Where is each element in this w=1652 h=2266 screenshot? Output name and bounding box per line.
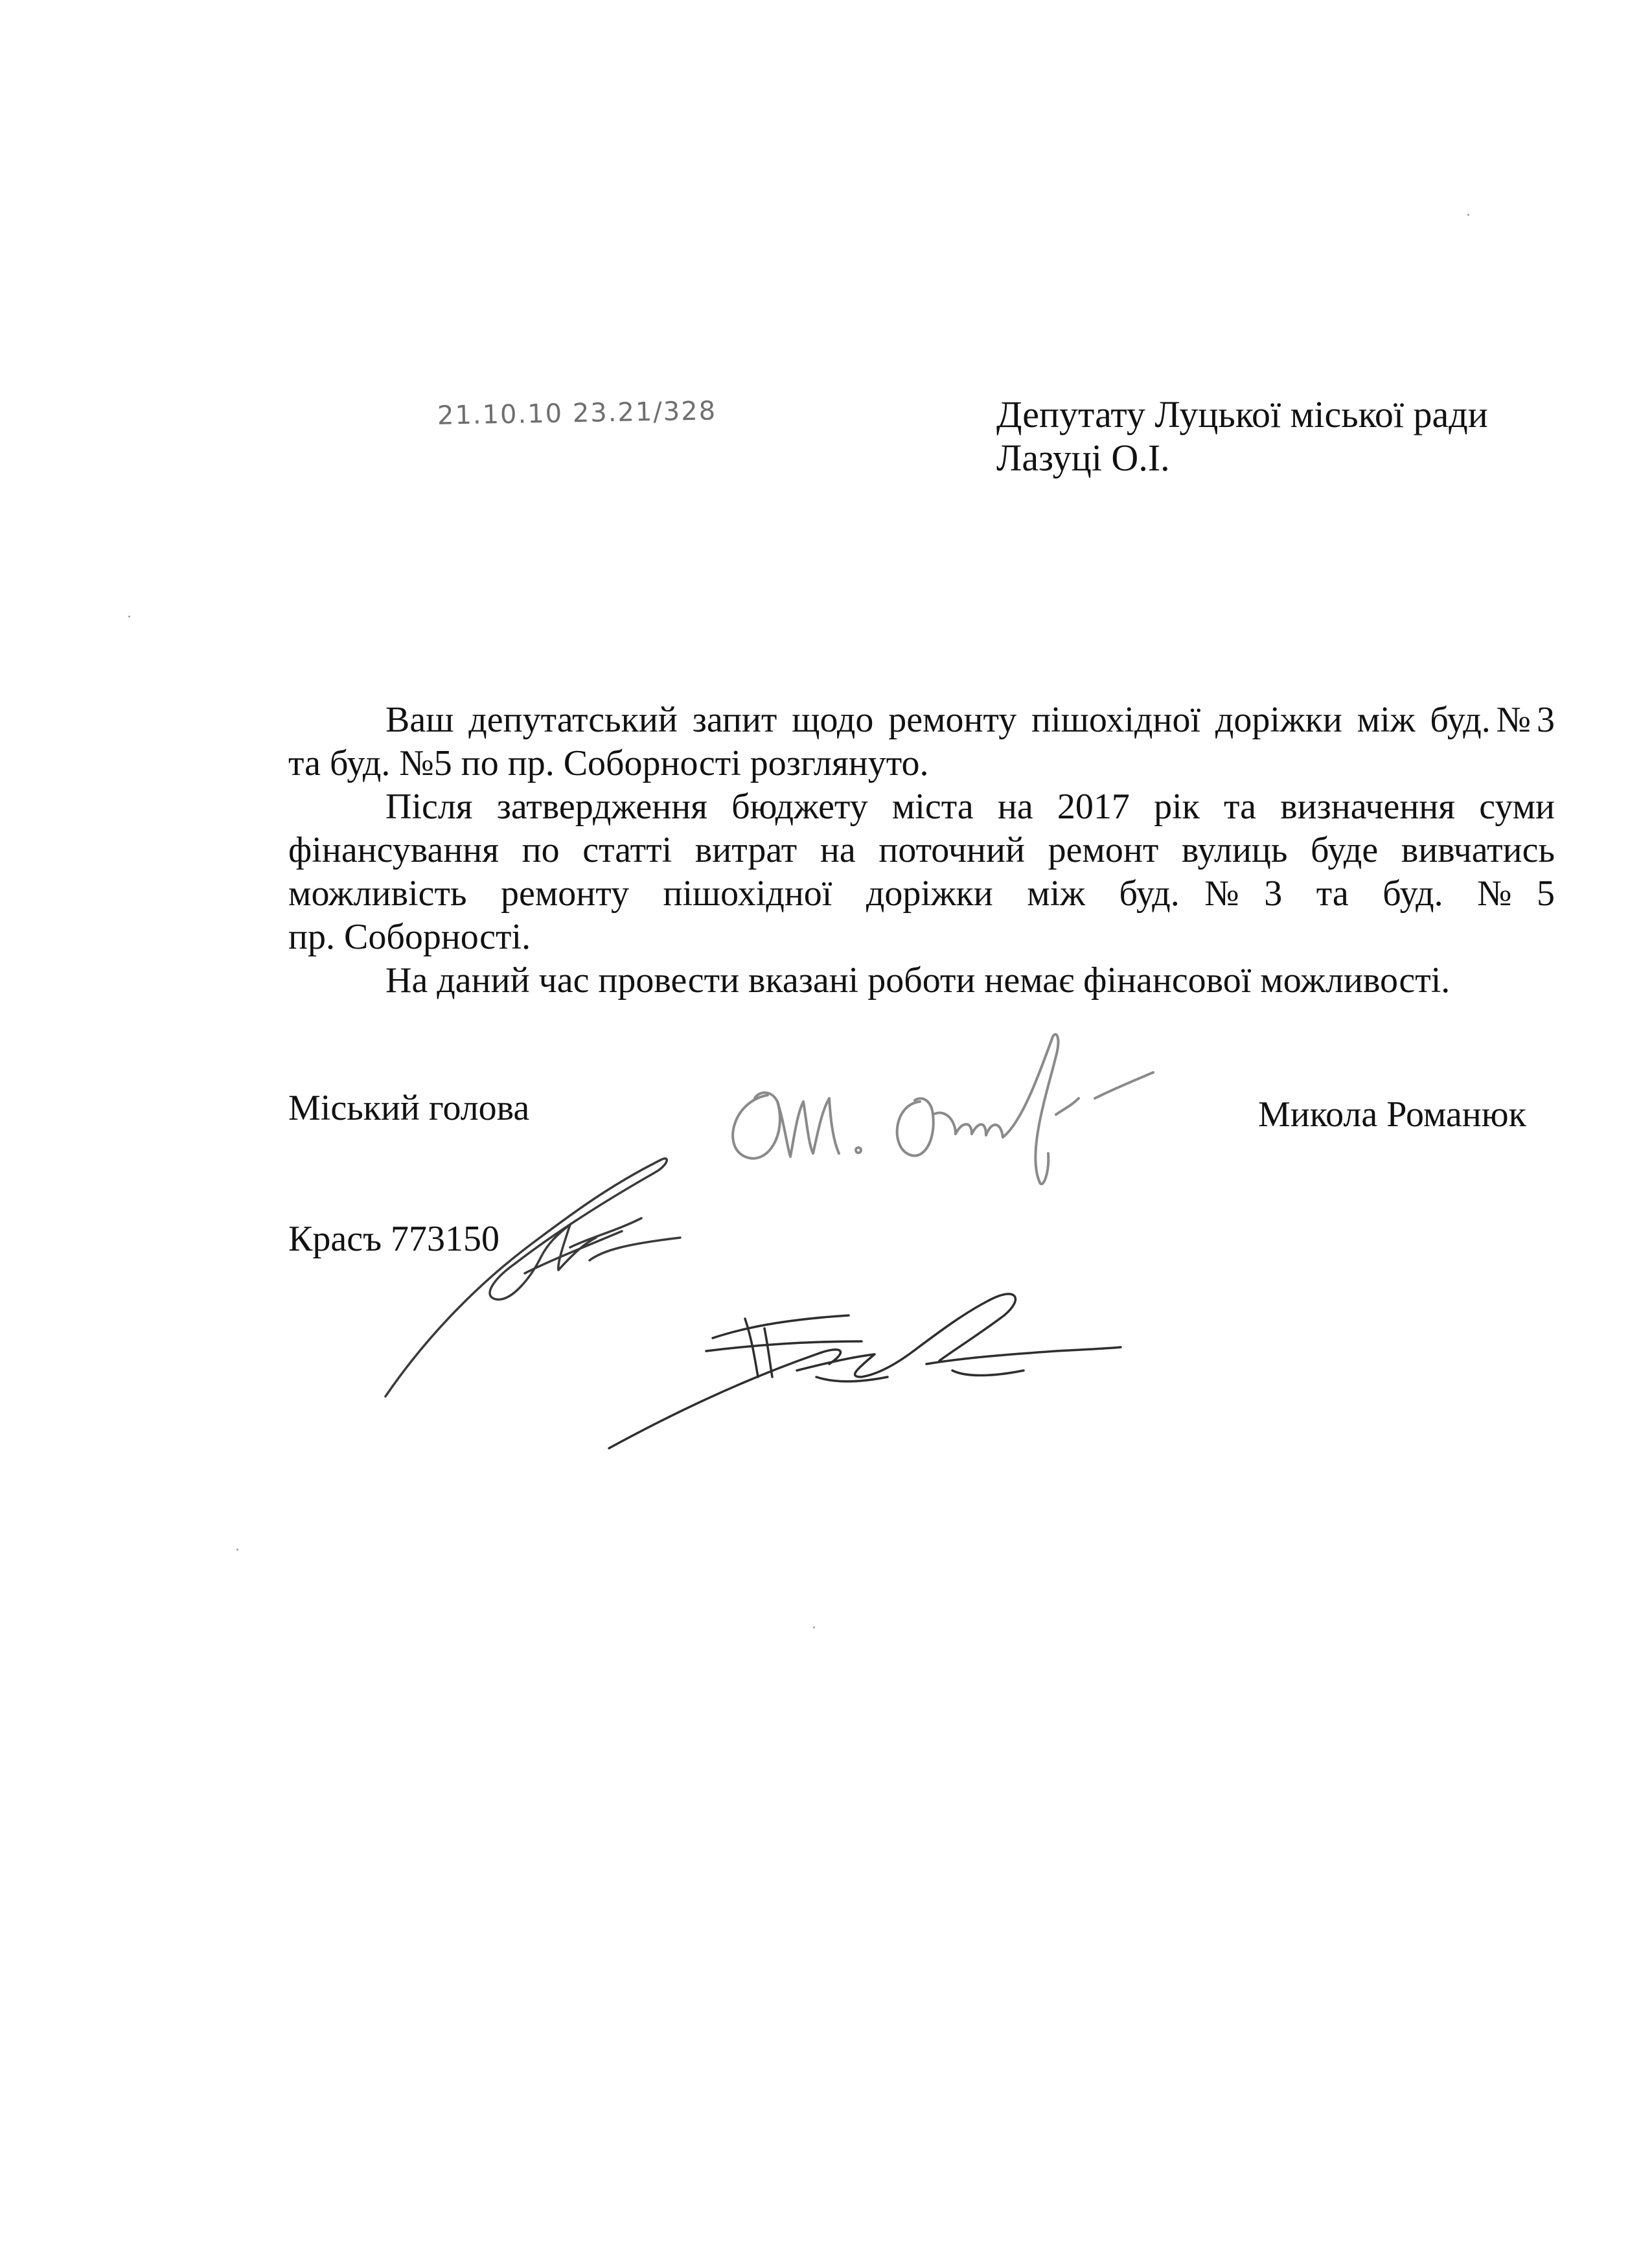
addressee-line-2: Лазуці О.І. <box>996 437 1170 479</box>
scan-speck <box>128 616 130 618</box>
signatory-name: Микола Романюк <box>1258 1094 1526 1135</box>
addressee-line-1: Депутату Луцької міської ради <box>996 393 1488 435</box>
paragraph-3: На даний час провести вказані роботи немає фінансової можливості. <box>385 960 1451 1000</box>
approval-signature-2 <box>602 1280 1134 1461</box>
paragraph-1-line-1: Ваш депутатський запит щодо ремонту пішохідної доріжки між буд.№3 <box>385 700 1555 740</box>
executor-info: Красъ 773150 <box>288 1219 500 1259</box>
addressee-block <box>996 393 1488 480</box>
paragraph-2-line-3: можливість ремонту пішохідної доріжки між буд.№3 та буд. №5 <box>288 873 1555 914</box>
paragraph-2-line-2: фінансування по статті витрат на поточний ремонт вулиць буде вивчатись <box>288 830 1555 870</box>
signatory-title: Міський голова <box>288 1088 530 1128</box>
paragraph-2-line-4: пр. Соборності. <box>288 917 531 957</box>
letter-body <box>288 699 1555 1002</box>
registration-number: 21.10.10 23.21/328 <box>437 396 717 431</box>
paragraph-1-line-2: та буд. №5 по пр. Соборності розглянуто. <box>288 743 929 783</box>
scan-speck <box>1467 214 1469 216</box>
paragraph-2-line-1: Після затвердження бюджету міста на 2017 рік та визначення суми <box>385 787 1555 827</box>
scan-speck <box>813 1626 815 1628</box>
mayor-signature <box>706 1024 1160 1218</box>
scan-speck <box>236 1549 238 1551</box>
